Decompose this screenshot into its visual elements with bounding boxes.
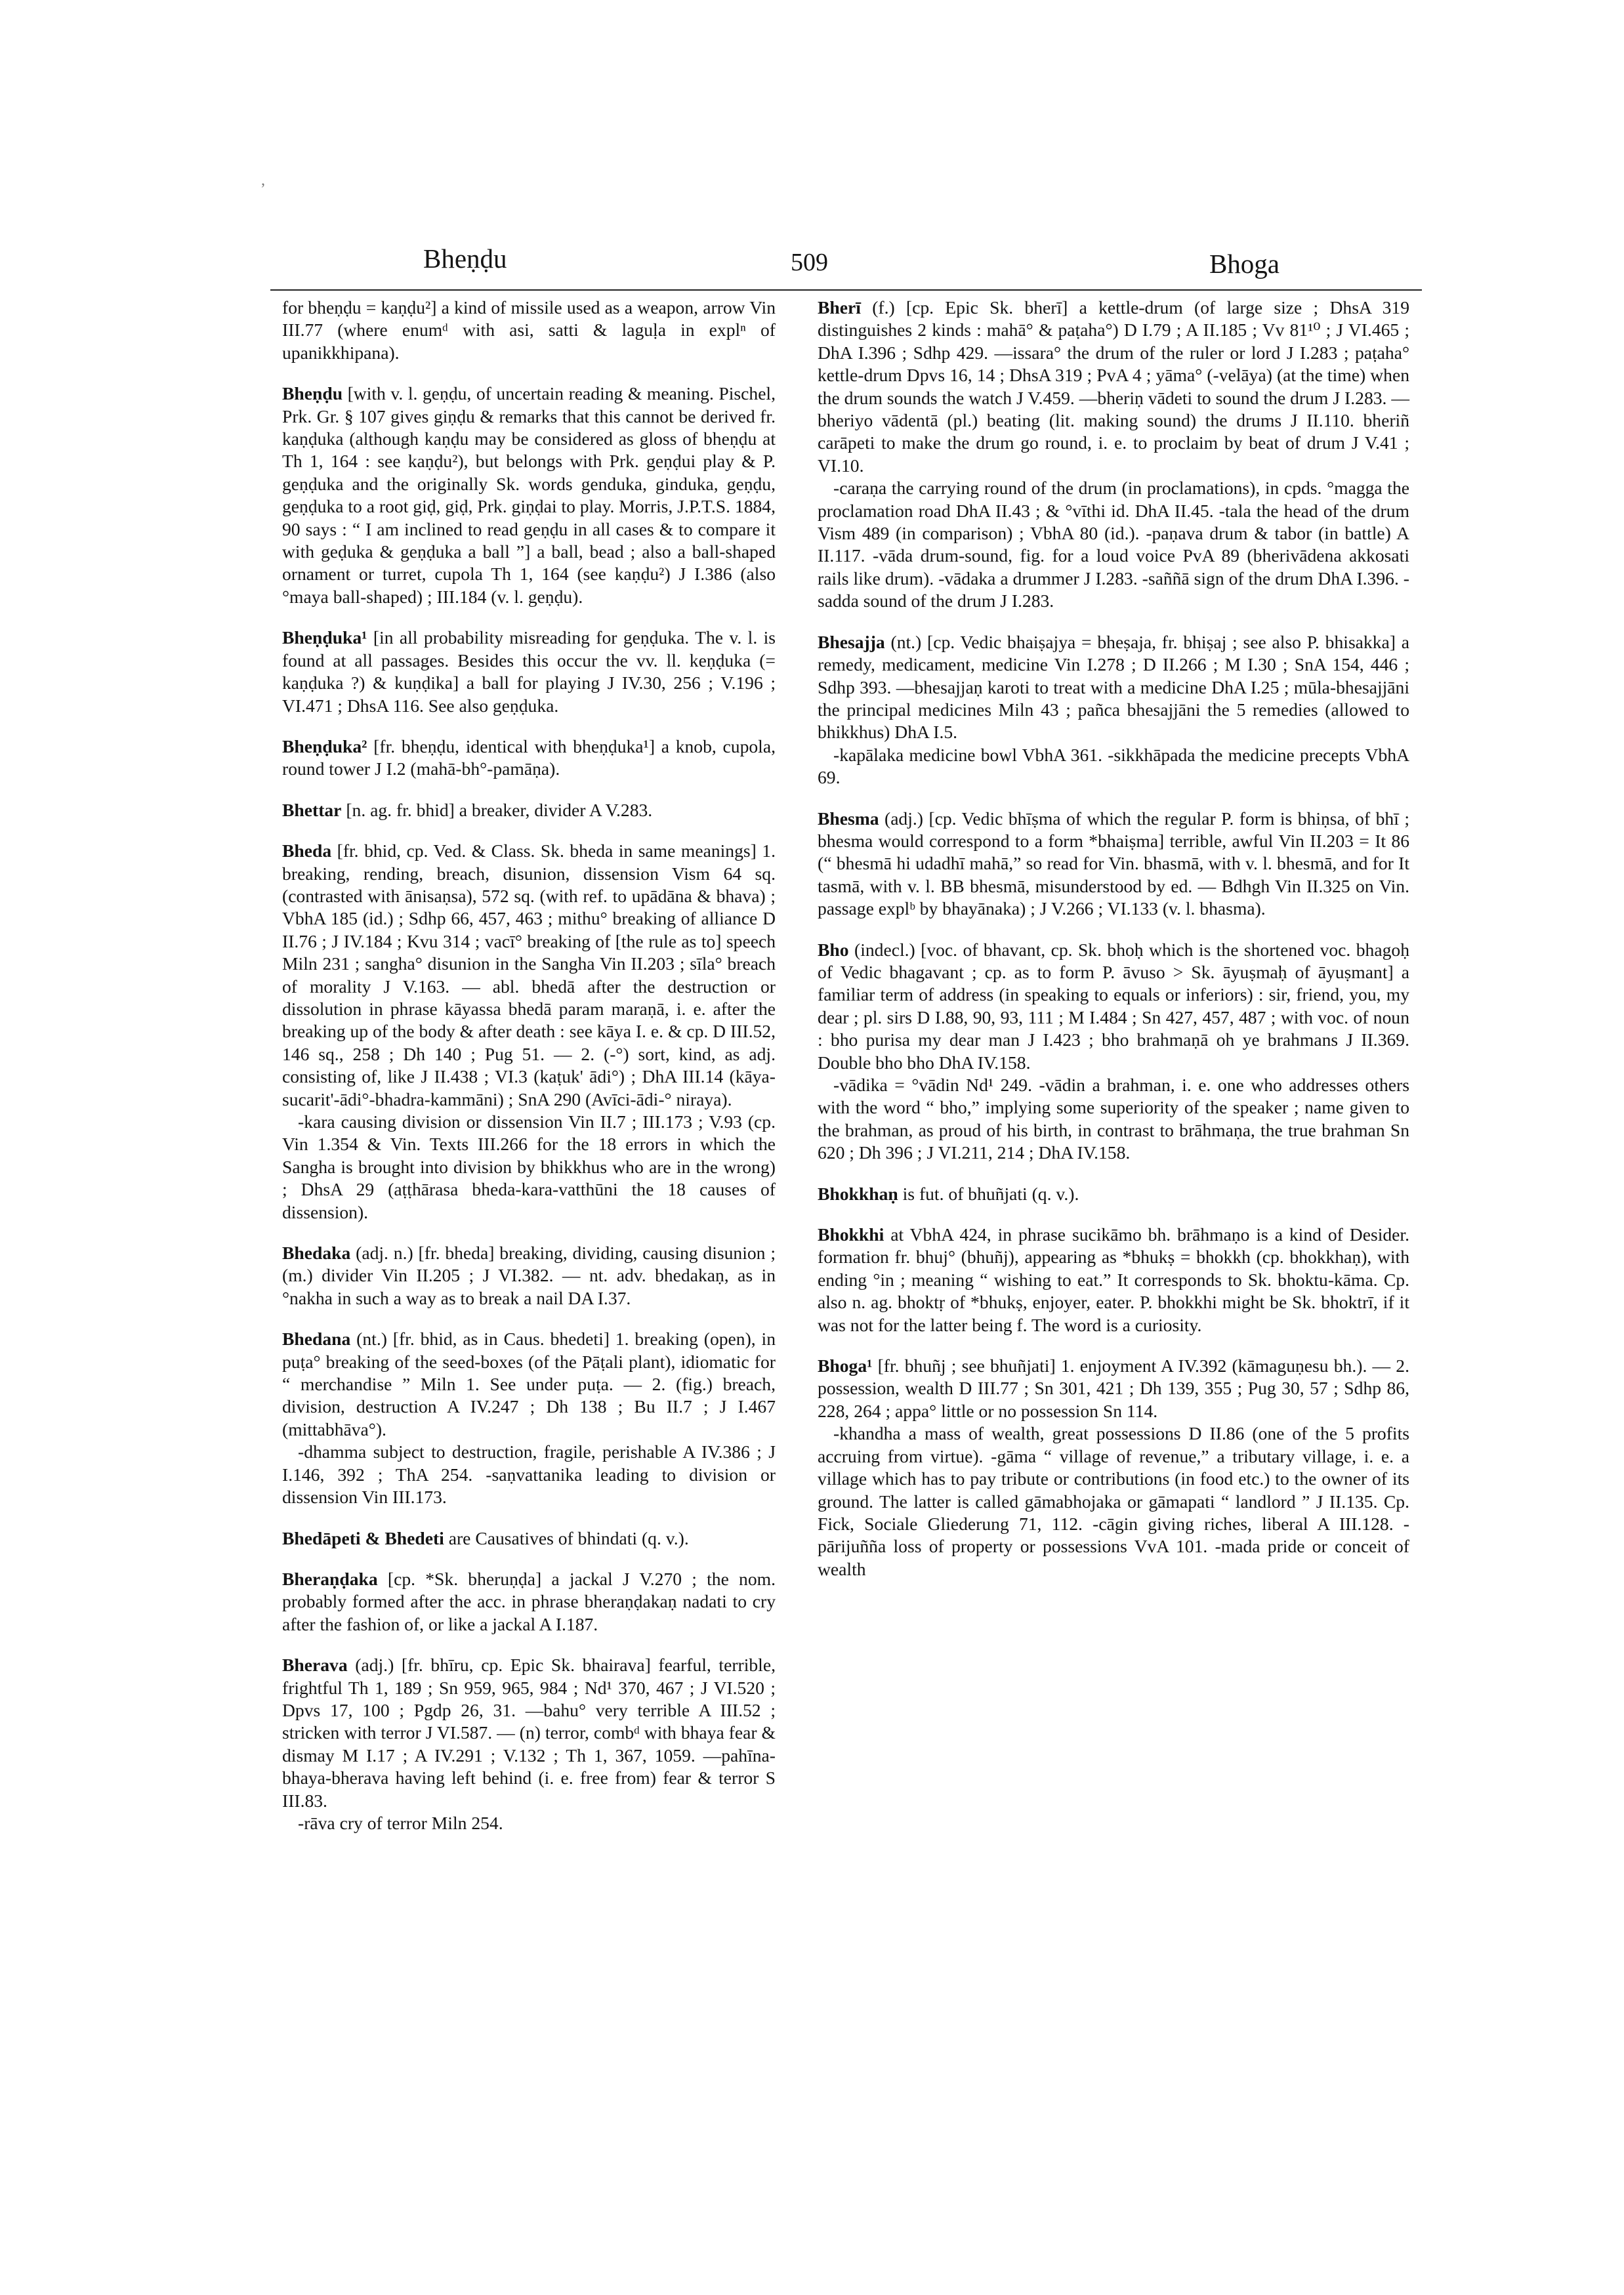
entry-headword: Bheda (282, 840, 332, 861)
entry-headword: Bhokkhaṇ (818, 1183, 898, 1204)
entry-headword: Bhedaka (282, 1243, 351, 1264)
entry-definition (818, 297, 1409, 477)
entry-definition (282, 1654, 776, 1812)
dictionary-entry (282, 799, 776, 821)
entry-text: (adj.) [cp. Vedic bhīṣma of which the regular P. form is bhiṇsa, of bhī ; bhesma would correspond to a form *bhaiṣma] terrible, awful Vin II.203 = It 86 (“ bhesmā hi udadhī mahā,” so read for Vin. bhasmā, with v. l. bhesmā, and for It tasmā, with v. l. BB bhesmā, misunderstood by ed. — Bdhgh Vin II.325 on Vin. passage explᵇ by bhayānaka) ; J V.266 ; VI.133 (v. l. bhasma). (818, 808, 1409, 919)
entry-definition (818, 939, 1409, 1074)
entry-headword: Bheṇḍuka¹ (282, 627, 367, 648)
entry-definition (282, 627, 776, 717)
entry-text: [with v. l. geṇḍu, of uncertain reading & meaning. Pischel, Prk. Gr. § 107 gives giṇḍu & remarks that this cannot be derived fr. kaṇḍuka (although kaṇḍu may be considered as gloss of bheṇḍu at Th 1, 164 : see kaṇḍu²), but belongs with Prk. geṇḍui play & P. geṇḍuka and the originally Sk. words genduka, ginduka, geṇḍu, geṇḍuka to a root giḍ, giḍ, Prk. giṇḍai to play. Morris, J.P.T.S. 1884, 90 says : “ I am inclined to read geṇḍu in all cases & to compare it with geḍuka & geṇḍuka a ball ”] a ball, bead ; also a ball-shaped ornament or turret, cupola Th 1, 164 (see kaṇḍu²) J I.386 (also °maya ball-shaped) ; III.184 (v. l. geṇḍu). (282, 383, 776, 607)
entry-compounds: -kapālaka medicine bowl VbhA 361. -sikkhāpada the medicine precepts VbhA 69. (818, 744, 1409, 788)
entry-definition (282, 1527, 776, 1550)
dictionary-entry (282, 1568, 776, 1636)
entry-headword: Bhedana (282, 1329, 351, 1350)
left-running-headword: Bheṇḍu (423, 243, 507, 274)
entry-compounds: -dhamma subject to destruction, fragile, perishable A IV.386 ; J I.146, 392 ; ThA 254. -saṇvattanika leading to division or dissension Vin III.173. (282, 1441, 776, 1508)
entry-definition (282, 382, 776, 608)
entry-text: [fr. bhid, cp. Ved. & Class. Sk. bheda in same meanings] 1. breaking, rending, breach, disunion, dissension Vism 64 sq. (contrasted with ānisaṇsa), 572 sq. (with ref. to upādāna & bhava) ; VbhA 185 (id.) ; Sdhp 66, 457, 463 ; mithu° breaking of alliance D II.76 ; J IV.184 ; Kvu 314 ; vacī° breaking of [the rule as to] speech Miln 231 ; sangha° disunion in the Sangha Vin II.203 ; sīla° breach of morality J V.163. — abl. bhedā after the destruction or dissolution in phrase kāyassa bhedā param maraṇā, i. e. after the breaking up of the body & after death : see kāya I. e. & cp. D III.52, 146 sq., 258 ; Dh 140 ; Pug 51. — 2. (-°) sort, kind, as adj. consisting of, like J II.438 ; VI.3 (kaṭuk' ādi°) ; DhA III.14 (kāya-sucarit'-ādi°-bhadra-kammāni) ; SnA 290 (Avīci-ādi-° niraya). (282, 840, 776, 1109)
entry-text: (adj. n.) [fr. bheda] breaking, dividing, causing disunion ; (m.) divider Vin II.205 ; J VI.382. — nt. adv. bhedakaṇ, as in °nakha in such a way as to break a nail DA I.37. (282, 1243, 776, 1308)
entry-text: (indecl.) [voc. of bhavant, cp. Sk. bhoḥ which is the shortened voc. bhagoḥ of Vedic bhagavant ; cp. as to form P. āvuso > Sk. āyuṣmaḥ of āyuṣmant] a familiar term of address (in speaking to equals or inferiors) : sir, friend, you, my dear ; pl. sirs D I.88, 90, 93, 111 ; M I.484 ; Sn 427, 457, 487 ; with voc. of noun : bho purisa my dear man J I.423 ; bho brahmaṇā oh ye brahmans J II.369. Double bho bho DhA IV.158. (818, 939, 1409, 1073)
entry-headword: Bhokkhi (818, 1224, 885, 1245)
dictionary-entry (282, 1242, 776, 1310)
entry-text: (f.) [cp. Epic Sk. bherī] a kettle-drum (of large size ; DhsA 319 distinguishes 2 kinds : mahā° & paṭaha°) D I.79 ; A II.185 ; Vv 81¹⁰ ; J VI.465 ; DhA I.396 ; Sdhp 429. —issara° the drum of the ruler or lord J I.283 ; paṭaha° kettle-drum Dpvs 16, 14 ; DhsA 319 ; PvA 4 ; yāma° (-velāya) (at the time) when the drum sounds the watch J V.459. —bheriṇ vādeti to sound the drum J I.283. —bheriyo vādentā (pl.) beating (lit. making sound) the drums J II.110. bheriñ carāpeti to make the drum go round, i. e. to proclaim by beat of drum J V.41 ; VI.10. (818, 297, 1409, 476)
entry-definition (282, 735, 776, 781)
entry-text: [n. ag. fr. bhid] a breaker, divider A V.283. (346, 799, 653, 820)
entry-headword: Bhesajja (818, 631, 885, 652)
entry-headword: Bhettar (282, 799, 342, 820)
dictionary-entry (282, 1328, 776, 1508)
dictionary-entry (282, 627, 776, 717)
entry-text: [fr. bheṇḍu, identical with bheṇḍuka¹] a knob, cupola, round tower J I.2 (mahā-bh°-pamāṇa). (282, 735, 776, 779)
entry-headword: Bheṇḍu (282, 383, 343, 404)
dictionary-entry (818, 631, 1409, 789)
dictionary-entry (818, 1224, 1409, 1336)
dictionary-entry (282, 297, 776, 364)
dictionary-entry (282, 1527, 776, 1550)
entry-definition (818, 1355, 1409, 1422)
entry-text: [fr. bhuñj ; see bhuñjati] 1. enjoyment A IV.392 (kāmaguṇesu bh.). — 2. possession, wealth D III.77 ; Sn 301, 421 ; Dh 139, 355 ; Pug 30, 57 ; Sdhp 86, 228, 264 ; appa° little or no possession Sn 114. (818, 1355, 1409, 1421)
entry-definition (282, 1242, 776, 1310)
entry-headword: Bherava (282, 1655, 348, 1676)
entry-text: for bheṇḍu = kaṇḍu²] a kind of missile used as a weapon, arrow Vin III.77 (where enumᵈ with asi, satti & laguḷa in explⁿ of upanikkhipana). (282, 297, 776, 363)
entry-definition (818, 1224, 1409, 1336)
speck-mark: , (261, 172, 265, 189)
entry-definition (818, 631, 1409, 744)
entry-text: [in all probability misreading for geṇḍuka. The v. l. is found at all passages. Besides this occur the vv. ll. keṇḍuka (= kaṇḍuka ?) & kuṇḍika] a ball for playing J IV.30, 256 ; V.196 ; VI.471 ; DhsA 116. See also geṇḍuka. (282, 627, 776, 716)
entry-definition (282, 799, 776, 821)
entry-text: are Causatives of bhindati (q. v.). (448, 1527, 689, 1548)
entry-headword: Bho (818, 939, 849, 960)
entry-text: (nt.) [fr. bhid, as in Caus. bhedeti] 1. breaking (open), in puṭa° breaking of the seed-boxes (of the Pāṭali plant), idiomatic for “ merchandise ” Miln 1. See under puṭa. — 2. (fig.) breach, division, destruction A IV.247 ; Dh 138 ; Bu II.7 ; J I.467 (mittabhāva°). (282, 1329, 776, 1439)
header-rule (270, 289, 1422, 291)
dictionary-entry (282, 1654, 776, 1834)
entry-definition (818, 808, 1409, 920)
entry-compounds: -khandha a mass of wealth, great possessions D II.86 (one of the 5 profits accruing from virtue). -gāma “ village of revenue,” a tributary village, i. e. a village which has to pay tribute or contributions (in food etc.) to the owner of its ground. The latter is called gāmabhojaka or gāmapati “ landlord ” J II.135. Cp. Fick, Sociale Gliederung 71, 112. -cāgin giving riches, liberal A III.128. -pārijuñña loss of property or possessions VvA 101. -mada pride or conceit of wealth (818, 1423, 1409, 1579)
entry-headword: Bherī (818, 297, 861, 318)
entry-headword: Bheraṇḍaka (282, 1568, 378, 1589)
dictionary-entry (282, 382, 776, 608)
entry-text: (nt.) [cp. Vedic bhaiṣajya = bheṣaja, fr. bhiṣaj ; see also P. bhisakka] a remedy, medicament, medicine Vin I.278 ; D II.266 ; M I.30 ; SnA 154, 446 ; Sdhp 393. —bhesajjaṇ karoti to treat with a medicine DhA I.25 ; mūla-bhesajjāni the principal medicines Miln 43 ; pañca bhesajjāni the 5 remedies (allowed to bhikkhus) DhA I.5. (818, 631, 1409, 743)
dictionary-entry (818, 939, 1409, 1165)
entry-definition (282, 297, 776, 364)
entry-text: at VbhA 424, in phrase sucikāmo bh. brāhmaṇo is a kind of Desider. formation fr. bhuj° (bhuñj), appearing as *bhukṣ = bhokkh (cp. bhokkhaṇ), with ending °in ; meaning “ wishing to eat.” It corresponds to Sk. bhoktu-kāma. Cp. also n. ag. bhoktṛ of *bhukṣ, enjoyer, eater. P. bhokkhi might be Sk. bhoktrī, if it was not for the latter being f. The word is a curiosity. (818, 1224, 1409, 1335)
page-header (276, 243, 1417, 289)
right-running-headword: Bhoga (1209, 249, 1280, 279)
left-column (282, 297, 776, 1853)
entry-headword: Bhedāpeti & Bhedeti (282, 1527, 444, 1548)
entry-compounds: -rāva cry of terror Miln 254. (298, 1812, 503, 1833)
dictionary-entry (282, 735, 776, 781)
right-column (818, 297, 1409, 1599)
dictionary-entry (818, 808, 1409, 920)
dictionary-entry (282, 840, 776, 1224)
entry-text: is fut. of bhuñjati (q. v.). (902, 1183, 1079, 1204)
entry-headword: Bheṇḍuka² (282, 735, 367, 756)
page-number: 509 (791, 249, 828, 276)
entry-compounds: -kara causing division or dissension Vin II.7 ; III.173 ; V.93 (cp. Vin 1.354 & Vin. Texts III.266 for the 18 errors in which the Sangha is brought into division by bhikkhus who are in the wrong) ; DhsA 29 (aṭṭhārasa bheda-kara-vatthūni the 18 causes of dissension). (282, 1111, 776, 1222)
entry-definition (282, 840, 776, 1111)
entry-headword: Bhesma (818, 808, 879, 829)
entry-compounds: -caraṇa the carrying round of the drum (in proclamations), in cpds. °magga the proclamation road DhA II.43 ; & °vīthi id. DhA II.45. -tala the head of the drum Vism 489 (in comparison) ; VbhA 80 (id.). -paṇava drum & tabor (in battle) A II.117. -vāda drum-sound, fig. for a loud voice PvA 89 (bherivādena akkosati rails like drum). -vādaka a drummer J I.283. -saññā sign of the drum DhA I.396. -sadda sound of the drum J I.283. (818, 478, 1409, 611)
entry-text: [cp. *Sk. bheruṇḍa] a jackal J V.270 ; the nom. probably formed after the acc. in phrase bheraṇḍakaṇ nadati to cry after the fashion of, or like a jackal A I.187. (282, 1568, 776, 1634)
entry-definition (818, 1183, 1409, 1205)
entry-definition (282, 1568, 776, 1636)
entry-headword: Bhoga¹ (818, 1355, 873, 1376)
dictionary-entry (818, 1183, 1409, 1205)
dictionary-entry (818, 1355, 1409, 1581)
dictionary-entry (818, 297, 1409, 613)
entry-definition (282, 1328, 776, 1441)
entry-compounds: -vādika = °vādin Nd¹ 249. -vādin a brahman, i. e. one who addresses others with the word “ bho,” implying some superiority of the speaker ; name given to the brahman, as proud of his birth, in contrast to brāhmaṇa, the true brahman Sn 620 ; Dh 396 ; J VI.211, 214 ; DhA IV.158. (818, 1075, 1409, 1163)
entry-text: (adj.) [fr. bhīru, cp. Epic Sk. bhairava] fearful, terrible, frightful Th 1, 189 ; Sn 959, 965, 984 ; Nd¹ 370, 467 ; J VI.520 ; Dpvs 17, 100 ; Pgdp 26, 31. —bahu° very terrible A III.52 ; stricken with terror J VI.587. — (n) terror, combᵈ with bhaya fear & dismay M I.17 ; A IV.291 ; V.132 ; Th 1, 367, 1059. —pahīna-bhaya-bherava having left behind (i. e. free from) fear & terror S III.83. (282, 1655, 776, 1811)
